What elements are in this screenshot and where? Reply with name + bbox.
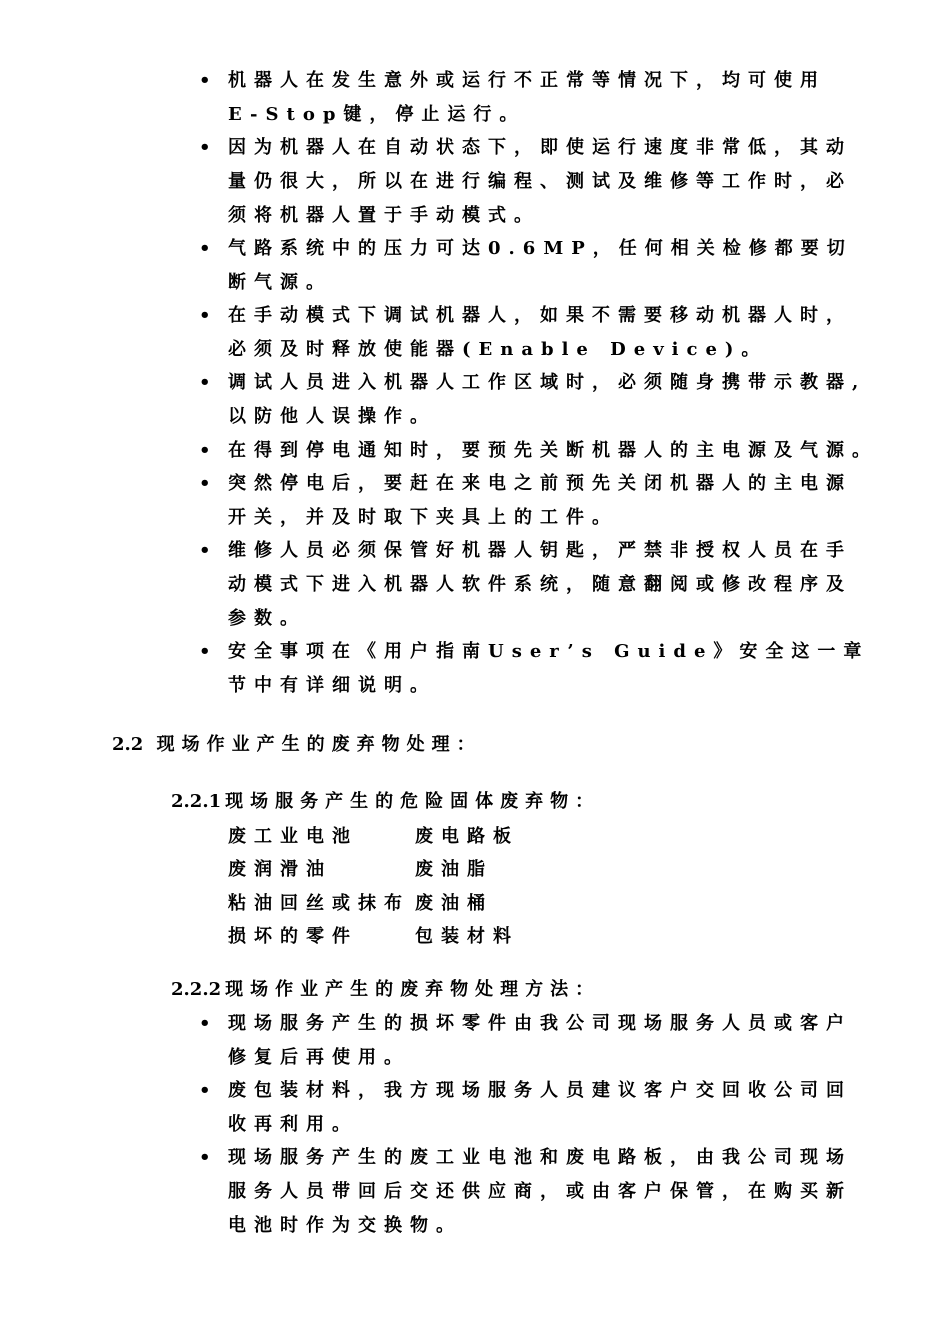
bullet-text xyxy=(228,299,852,367)
table-row xyxy=(228,818,519,852)
section-2-2-1-title: 现场服务产生的危险固体废弃物： xyxy=(225,791,601,812)
bullet-text xyxy=(228,534,852,636)
waste-item: 包装材料 xyxy=(415,926,519,948)
bullet-line: 调试人员进入机器人工作区域时，必须随身携带示教器, xyxy=(228,372,867,394)
bullet-line: 收再利用。 xyxy=(228,1114,358,1136)
bullet-line: 废包装材料，我方现场服务人员建议客户交回收公司回 xyxy=(228,1080,852,1102)
waste-item: 废工业电池 xyxy=(228,825,358,847)
bullet-line: 必须及时释放使能器(Enable Device)。 xyxy=(228,339,768,361)
bullet-icon: • xyxy=(199,238,211,259)
bullet-icon: • xyxy=(199,305,211,327)
bullet-line: 电池时作为交换物。 xyxy=(228,1215,462,1237)
bullet-icon: • xyxy=(199,473,211,495)
section-2-2-1-number: 2.2.1 xyxy=(171,791,222,812)
table-row xyxy=(228,852,519,886)
section-2-2-1-heading xyxy=(171,785,600,819)
bullet-line: 因为机器人在自动状态下，即使运行速度非常低，其动 xyxy=(228,137,852,159)
bullet-line: 维修人员必须保管好机器人钥匙，严禁非授权人员在手 xyxy=(228,540,852,562)
bullet-line: 现场服务产生的废工业电池和废电路板，由我公司现场 xyxy=(228,1147,852,1169)
bullet-line: 须将机器人置于手动模式。 xyxy=(228,205,540,227)
bullet-line: 机器人在发生意外或运行不正常等情况下，均可使用 xyxy=(228,70,826,91)
bullet-line: 以防他人误操作。 xyxy=(228,406,436,428)
bullet-line: 开关，并及时取下夹具上的工件。 xyxy=(228,507,618,529)
bullet-line: E-Stop键，停止运行。 xyxy=(228,104,526,125)
bullet-text xyxy=(228,64,840,132)
section-2-2-2-number: 2.2.2 xyxy=(171,979,222,1000)
bullet-icon: • xyxy=(199,540,211,562)
waste-item: 粘油回丝或抹布 xyxy=(228,892,410,914)
bullet-line: 参数。 xyxy=(228,608,306,630)
bullet-text xyxy=(228,434,878,468)
bullet-icon: • xyxy=(199,1147,211,1169)
bullet-text xyxy=(228,366,867,434)
bullet-line: 在得到停电通知时，要预先关断机器人的主电源及气源。 xyxy=(228,439,878,461)
bullet-icon: • xyxy=(199,372,211,394)
bullet-text xyxy=(228,1074,852,1142)
bullet-line: 在手动模式下调试机器人，如果不需要移动机器人时， xyxy=(228,305,852,327)
bullet-icon: • xyxy=(199,137,211,159)
bullet-icon: • xyxy=(199,1080,211,1102)
bullet-line: 量仍很大，所以在进行编程、测试及维修等工作时，必 xyxy=(228,171,852,193)
bullet-text xyxy=(228,131,852,233)
waste-item: 废油桶 xyxy=(415,892,493,914)
waste-item: 损坏的零件 xyxy=(228,926,358,948)
bullet-text xyxy=(228,1141,852,1243)
bullet-line: 服务人员带回后交还供应商，或由客户保管，在购买新 xyxy=(228,1181,852,1203)
waste-item: 废润滑油 xyxy=(228,859,332,881)
bullet-line: 突然停电后，要赶在来电之前预先关闭机器人的主电源 xyxy=(228,473,852,495)
bullet-icon: • xyxy=(199,70,211,91)
section-2-2-title: 现场作业产生的废弃物处理： xyxy=(156,734,482,755)
bullet-icon: • xyxy=(199,439,211,461)
bullet-text xyxy=(228,467,852,535)
bullet-line: 修复后再使用。 xyxy=(228,1047,410,1068)
bullet-icon: • xyxy=(199,1013,211,1034)
bullet-line: 动模式下进入机器人软件系统，随意翻阅或修改程序及 xyxy=(228,574,852,596)
bullet-line: 现场服务产生的损坏零件由我公司现场服务人员或客户 xyxy=(228,1013,852,1034)
section-2-2-2-title: 现场作业产生的废弃物处理方法： xyxy=(225,979,601,1000)
table-row xyxy=(228,919,519,953)
section-2-2-2-heading xyxy=(171,973,600,1007)
section-2-2-number: 2.2 xyxy=(112,734,144,755)
bullet-icon: • xyxy=(199,641,211,663)
bullet-line: 断气源。 xyxy=(228,272,332,293)
bullet-line: 节中有详细说明。 xyxy=(228,675,436,697)
section-2-2-heading xyxy=(112,728,482,762)
waste-item: 废油脂 xyxy=(415,859,493,881)
waste-items-table xyxy=(228,818,519,952)
bullet-line: 气路系统中的压力可达0.6MP，任何相关检修都要切 xyxy=(228,238,853,259)
table-row xyxy=(228,885,519,919)
bullet-text xyxy=(228,232,853,300)
bullet-line: 安全事项在《用户指南User’s Guide》安全这一章 xyxy=(228,641,870,663)
bullet-text xyxy=(228,635,870,703)
bullet-text xyxy=(228,1007,852,1075)
waste-item: 废电路板 xyxy=(415,825,519,847)
